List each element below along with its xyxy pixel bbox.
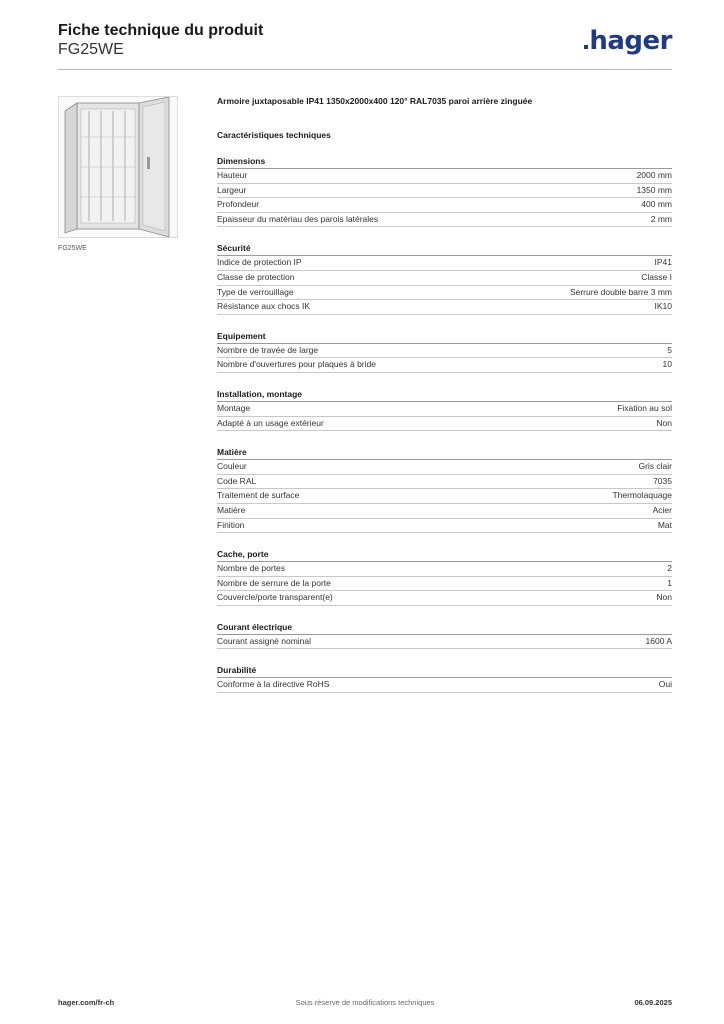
logo-dot-icon <box>584 45 588 49</box>
section-title: Equipement <box>217 330 672 344</box>
spec-row <box>217 271 672 286</box>
spec-value: IK10 <box>654 301 672 312</box>
spec-value: 1350 mm <box>636 184 672 195</box>
spec-value: Mat <box>657 519 672 530</box>
spec-row <box>217 184 672 199</box>
spec-value: 400 mm <box>641 199 672 210</box>
section-title: Dimensions <box>217 155 672 169</box>
spec-row <box>217 475 672 490</box>
spec-label: Epaisseur du matériau des parois latérales <box>217 213 379 224</box>
spec-label: Type de verrouillage <box>217 286 294 297</box>
spec-label: Profondeur <box>217 199 260 210</box>
spec-row <box>217 460 672 475</box>
spec-label: Matière <box>217 504 246 515</box>
spec-label: Classe de protection <box>217 271 295 282</box>
spec-value: Non <box>656 417 672 428</box>
document-title: Fiche technique du produit <box>58 22 264 39</box>
footer-notice: Sous réserve de modifications techniques <box>295 998 435 1007</box>
spec-value: 1 <box>667 577 672 588</box>
hager-logo <box>584 26 672 56</box>
spec-row <box>217 562 672 577</box>
spec-section <box>217 388 672 431</box>
product-description: Armoire juxtaposable IP41 1350x2000x400 120° RAL7035 paroi arrière zinguée <box>217 96 533 106</box>
spec-label: Nombre de travée de large <box>217 344 319 355</box>
spec-content <box>217 96 672 693</box>
spec-row <box>217 256 672 271</box>
spec-row <box>217 591 672 606</box>
spec-value: Thermolaquage <box>612 490 672 501</box>
section-title: Courant électrique <box>217 621 672 635</box>
spec-row <box>217 286 672 301</box>
section-title: Installation, montage <box>217 388 672 402</box>
spec-sections <box>217 155 672 693</box>
section-title: Sécurité <box>217 242 672 256</box>
spec-row <box>217 417 672 432</box>
spec-row <box>217 402 672 417</box>
spec-value: 2000 mm <box>636 170 672 180</box>
spec-row <box>217 358 672 373</box>
spec-section <box>217 548 672 606</box>
product-image <box>58 96 178 238</box>
spec-row <box>217 577 672 592</box>
section-title: Matière <box>217 446 672 460</box>
spec-row <box>217 213 672 228</box>
spec-section <box>217 446 672 533</box>
spec-row <box>217 198 672 213</box>
spec-value: 1600 A <box>645 635 672 646</box>
page-header <box>58 22 672 70</box>
spec-value: 2 mm <box>650 213 672 224</box>
spec-value: Non <box>656 592 672 603</box>
spec-value: Gris clair <box>638 461 672 472</box>
spec-section <box>217 621 672 650</box>
spec-section <box>217 155 672 227</box>
spec-label: Adapté à un usage extérieur <box>217 417 324 428</box>
spec-label: Nombre de serrure de la porte <box>217 577 331 588</box>
spec-value: IP41 <box>654 257 672 268</box>
spec-row <box>217 344 672 359</box>
footer-website: hager.com/fr-ch <box>58 998 115 1007</box>
spec-label: Finition <box>217 519 245 530</box>
spec-value: 10 <box>662 359 672 370</box>
spec-value: Oui <box>658 679 672 690</box>
image-caption: FG25WE <box>58 245 87 252</box>
footer-date: 06.09.2025 <box>634 998 672 1007</box>
page-footer <box>58 998 672 1010</box>
spec-value: 7035 <box>653 475 672 486</box>
spec-label: Conforme à la directive RoHS <box>217 679 330 690</box>
spec-label: Résistance aux chocs IK <box>217 301 311 312</box>
spec-row <box>217 504 672 519</box>
spec-label: Courant assigné nominal <box>217 635 312 646</box>
spec-label: Largeur <box>217 184 247 195</box>
spec-label: Hauteur <box>217 170 248 180</box>
spec-section <box>217 330 672 373</box>
spec-value: 2 <box>667 563 672 574</box>
spec-label: Montage <box>217 402 251 413</box>
spec-row <box>217 678 672 693</box>
section-title: Cache, porte <box>217 548 672 562</box>
spec-row <box>217 300 672 315</box>
spec-label: Indice de protection IP <box>217 257 302 268</box>
spec-row <box>217 169 672 184</box>
product-reference: FG25WE <box>58 41 124 58</box>
spec-value: 5 <box>667 344 672 355</box>
cabinet-illustration-icon <box>59 97 179 239</box>
spec-label: Nombre d'ouvertures pour plaques à bride <box>217 359 376 370</box>
tech-characteristics-title: Caractéristiques techniques <box>217 130 331 140</box>
spec-value: Classe I <box>641 271 672 282</box>
spec-value: Acier <box>652 504 672 515</box>
spec-label: Couleur <box>217 461 247 472</box>
spec-label: Traitement de surface <box>217 490 300 501</box>
spec-row <box>217 489 672 504</box>
header-divider <box>58 69 672 70</box>
spec-label: Code RAL <box>217 475 257 486</box>
spec-label: Couvercle/porte transparent(e) <box>217 592 333 603</box>
spec-value: Serrure double barre 3 mm <box>569 286 672 297</box>
spec-section <box>217 664 672 693</box>
spec-section <box>217 242 672 314</box>
spec-label: Nombre de portes <box>217 563 286 574</box>
logo-text: hager <box>589 26 672 56</box>
spec-value: Fixation au sol <box>617 402 672 413</box>
spec-row <box>217 635 672 650</box>
section-title: Durabilité <box>217 664 672 678</box>
spec-row <box>217 519 672 534</box>
